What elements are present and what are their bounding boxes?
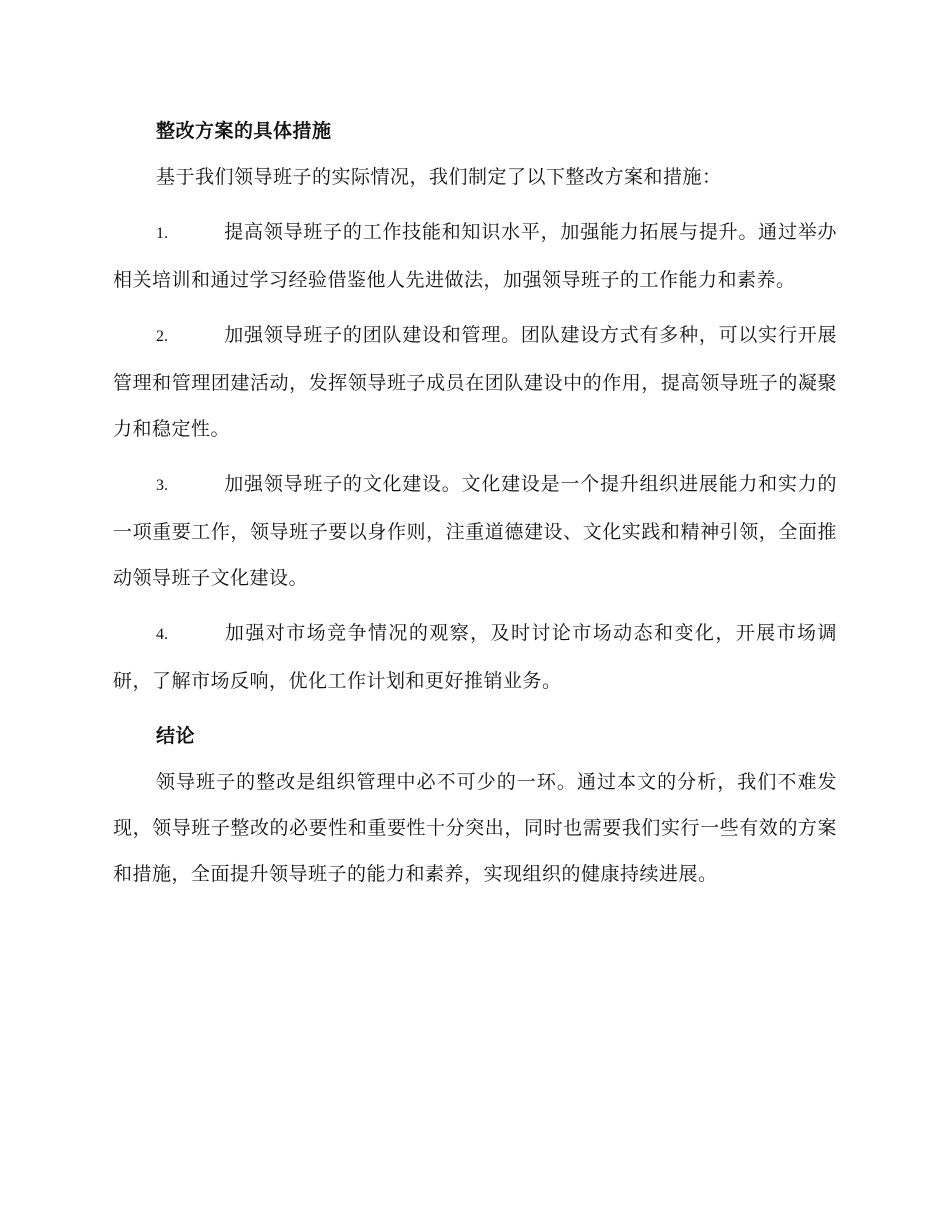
list-item-1 <box>113 209 837 303</box>
list-item-3 <box>113 461 837 601</box>
list-number: 1. <box>156 225 168 242</box>
list-item-4 <box>113 610 837 704</box>
section-heading-conclusion: 结论 <box>156 725 196 747</box>
list-number: 4. <box>156 626 168 643</box>
list-number: 2. <box>156 328 168 345</box>
list-item-text: 加强对市场竞争情况的观察，及时讨论市场动态和变化，开展市场调研，了解市场反响，优化工作计划和更好推销业务。 <box>113 622 837 692</box>
list-item-text: 提高领导班子的工作技能和知识水平，加强能力拓展与提升。通过举办相关培训和通过学习经验借鉴他人先进做法，加强领导班子的工作能力和素养。 <box>113 221 837 291</box>
list-item-2 <box>113 312 837 452</box>
section-heading-measures: 整改方案的具体措施 <box>156 120 332 142</box>
intro-paragraph: 基于我们领导班子的实际情况，我们制定了以下整改方案和措施： <box>156 166 722 188</box>
document-body <box>113 108 837 906</box>
list-number: 3. <box>156 477 168 494</box>
list-item-text: 加强领导班子的文化建设。文化建设是一个提升组织进展能力和实力的一项重要工作，领导班子要以身作则，注重道德建设、文化实践和精神引领，全面推动领导班子文化建设。 <box>113 473 837 589</box>
conclusion-paragraph: 领导班子的整改是组织管理中必不可少的一环。通过本文的分析，我们不难发现，领导班子整改的必要性和重要性十分突出，同时也需要我们实行一些有效的方案和措施，全面提升领导班子的能力和素养，实现组织的健康持续进展。 <box>113 771 837 885</box>
list-item-text: 加强领导班子的团队建设和管理。团队建设方式有多种，可以实行开展管理和管理团建活动，发挥领导班子成员在团队建设中的作用，提高领导班子的凝聚力和稳定性。 <box>113 324 837 440</box>
